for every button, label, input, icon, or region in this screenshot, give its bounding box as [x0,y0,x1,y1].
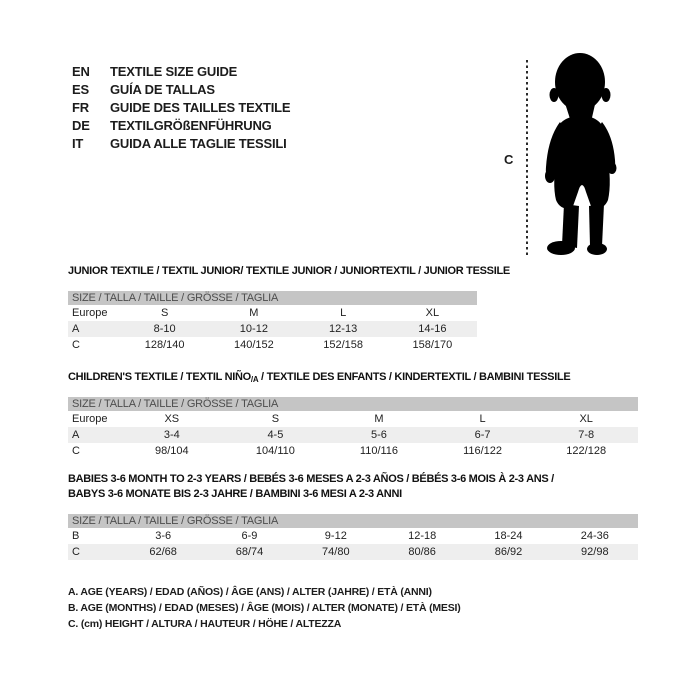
size-value: 92/98 [552,544,638,560]
language-title: GUÍA DE TALLAS [110,81,215,97]
title-subscript: /A [250,375,259,384]
table-row [68,443,638,459]
size-value: 74/80 [293,544,379,560]
size-value: 18-24 [494,530,523,542]
language-code: FR [72,99,89,115]
size-value: 6-7 [431,427,535,443]
language-row [72,116,290,134]
row-label: C [68,544,120,560]
row-label: Europe [72,307,108,319]
size-value: 3-6 [155,530,172,542]
size-value: 62/68 [120,544,206,560]
size-value: 152/158 [323,339,363,351]
table-row [68,411,638,427]
children-section [68,371,638,459]
row-label: A [68,321,120,337]
table-row [68,337,477,353]
size-value: 6-9 [241,530,258,542]
size-value: M [374,413,384,425]
row-label: C [72,339,80,351]
size-table-header-row [68,397,638,411]
language-list [72,62,290,152]
table-row [68,305,477,321]
size-value: S [160,307,169,319]
size-value: 158/170 [412,339,453,351]
language-title: GUIDA ALLE TAGLIE TESSILI [110,135,287,151]
size-value: 10-12 [209,321,298,337]
children-size-table [68,397,638,459]
language-title: TEXTILGRÖßENFÜHRUNG [110,117,272,133]
size-value: 24-36 [580,530,609,542]
height-measure-line [526,60,528,258]
title-line-2: BABYS 3-6 MONATE BIS 2-3 JAHRE / BAMBINI 3-6 MESI A 2-3 ANNI [68,488,402,500]
footnote-a: A. AGE (YEARS) / EDAD (AÑOS) / ÂGE (ANS) / ALTER (JAHRE) / ETÀ (ANNI) [68,586,432,598]
size-value: 128/140 [144,339,185,351]
size-value: M [249,307,259,319]
size-value: 12-13 [299,321,388,337]
table-row [68,321,477,337]
title-text: / TEXTILE DES ENFANTS / KINDERTEXTIL / BAMBINI TESSILE [258,371,571,383]
table-row [68,544,638,560]
title-line-1: BABIES 3-6 MONTH TO 2-3 YEARS / BEBÉS 3-6 MESES A 2-3 AÑOS / BÉBÉS 3-6 MOIS À 2-3 ANS / [68,473,554,485]
size-value: 9-12 [324,530,347,542]
size-value: 140/152 [233,339,274,351]
footnotes [68,584,461,632]
row-label: B [72,530,80,542]
junior-size-table [68,291,477,353]
title-text: CHILDREN'S TEXTILE / TEXTIL NIÑO [68,371,251,383]
size-value: 4-5 [224,427,328,443]
size-value: XL [425,307,440,319]
size-value: 12-18 [408,530,437,542]
size-table-header-row [68,291,477,305]
size-value: 80/86 [379,544,465,560]
babies-section [68,472,638,560]
row-label: Europe [72,413,108,425]
row-label: C [72,445,80,457]
table-row [68,427,638,443]
size-value: 104/110 [255,445,295,457]
size-value: 116/122 [463,445,503,457]
language-title: GUIDE DES TAILLES TEXTILE [110,99,291,115]
language-code: ES [72,81,89,97]
language-row [72,62,290,80]
babies-section-title [68,472,638,502]
size-value: XL [579,413,593,425]
row-label: A [68,427,120,443]
size-value: L [340,307,347,319]
language-row [72,80,290,98]
height-measure-label: C [504,152,514,167]
size-value: 8-10 [120,321,209,337]
size-value: L [479,413,486,425]
size-value: XS [164,413,180,425]
table-row [68,528,638,544]
size-value: S [271,413,280,425]
junior-section-title: JUNIOR TEXTILE / TEXTIL JUNIOR/ TEXTILE JUNIOR / JUNIORTEXTIL / JUNIOR TESSILE [68,265,510,277]
language-row [72,134,290,152]
size-table-header: SIZE / TALLA / TAILLE / GRÖSSE / TAGLIA [68,291,477,305]
size-value: 68/74 [206,544,292,560]
size-value: 3-4 [120,427,224,443]
footnote-c: C. (cm) HEIGHT / ALTURA / HAUTEUR / HÖHE / ALTEZZA [68,618,342,630]
baby-height-figure [504,52,636,264]
language-title: TEXTILE SIZE GUIDE [110,63,238,79]
language-code: IT [72,135,84,151]
children-section-title [68,371,638,384]
size-table-header: SIZE / TALLA / TAILLE / GRÖSSE / TAGLIA [68,514,638,528]
footnote-b: B. AGE (MONTHS) / EDAD (MESES) / ÂGE (MOIS) / ALTER (MONATE) / ETÀ (MESI) [68,602,461,614]
size-table-header: SIZE / TALLA / TAILLE / GRÖSSE / TAGLIA [68,397,638,411]
size-value: 122/128 [566,445,607,457]
size-value: 98/104 [154,445,189,457]
language-code: EN [72,63,90,79]
babies-size-table [68,514,638,560]
size-value: 7-8 [534,427,638,443]
size-value: 14-16 [388,321,477,337]
language-code: DE [72,117,90,133]
size-value: 110/116 [359,445,399,457]
baby-silhouette-icon [534,52,628,259]
junior-section [68,265,510,353]
size-value: 86/92 [465,544,551,560]
size-table-header-row [68,514,638,528]
size-value: 5-6 [327,427,431,443]
language-row [72,98,290,116]
